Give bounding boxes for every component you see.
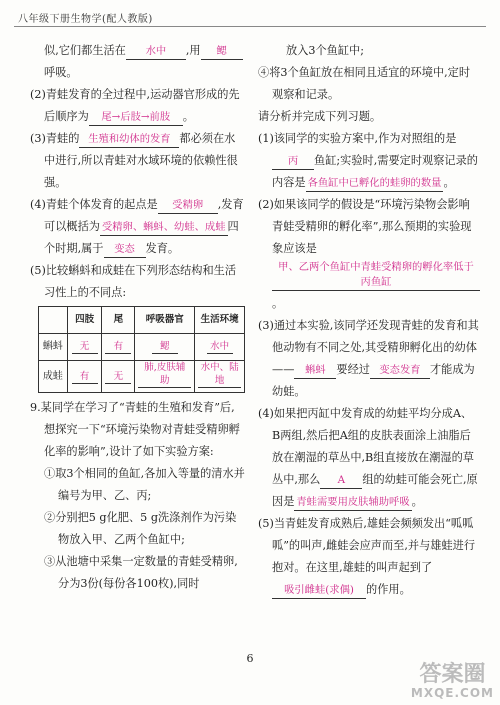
answer-blank: 鳃 bbox=[201, 44, 243, 60]
watermark-logo: 答案圈 MXQE.COM bbox=[410, 662, 494, 700]
page-number: 6 bbox=[246, 652, 254, 665]
table-header: 呼吸器官 bbox=[135, 307, 195, 334]
answer-blank: 丙 bbox=[272, 154, 314, 170]
answer-blank: 水中 bbox=[126, 44, 186, 60]
answer-blank: 无 bbox=[72, 340, 98, 354]
answer-blank: 受精卵、蝌蚪、幼蛙、成蛙 bbox=[100, 220, 228, 236]
row-label: 蝌蚪 bbox=[39, 334, 68, 361]
answer-blank: 变态 bbox=[104, 242, 146, 258]
step-4: ④将3个鱼缸放在相同且适宜的环境中,定时观察和记录。 bbox=[258, 66, 471, 101]
instruction: 请分析并完成下列习题。 bbox=[258, 110, 382, 123]
answer-blank: 各鱼缸中已孵化的蛙卵的数量 bbox=[306, 176, 444, 192]
step-3: ③从池塘中采集一定数量的青蛙受精卵,分为3份(每份各100枚),同时 bbox=[44, 555, 238, 590]
comparison-table bbox=[38, 306, 245, 393]
answer-blank: 变态发育 bbox=[370, 363, 430, 379]
table-header: 四肢 bbox=[67, 307, 102, 334]
answer-blank: 水中 bbox=[207, 340, 233, 354]
step-2: ②分别把5 g化肥、5 g洗涤剂作为污染物放入甲、乙两个鱼缸中; bbox=[44, 511, 237, 546]
table-header: 生活环境 bbox=[195, 307, 245, 334]
answer-blank: 吸引雌蛙(求偶) bbox=[272, 583, 366, 599]
answer-4: (4)如果把丙缸中发育成的幼蛙平均分成A、B两组,然后把A组的皮肤表面涂上油脂后放在潮湿的草丛中,B组直接放在潮湿的草丛中,那么 A 组的幼蛙可能会死亡,原因是 青蛙需要用皮肤辅助呼吸 。 bbox=[258, 403, 480, 513]
answer-blank: 青蛙需要用皮肤辅助呼吸 bbox=[294, 495, 411, 511]
answer-3: (3)通过本实验,该同学还发现青蛙的发育和其他动物有不同之处,其受精卵孵化出的幼体—— 蝌蚪 要经过 变态发育 才能成为幼蛙。 bbox=[258, 319, 479, 398]
step-1: ①取3个相同的鱼缸,各加入等量的清水并编号为甲、乙、丙; bbox=[44, 467, 245, 502]
answer-blank: 鳃 bbox=[152, 340, 178, 354]
row-label: 成蛙 bbox=[39, 361, 68, 393]
header-divider bbox=[14, 26, 486, 27]
question-3: (3)青蛙的 生殖和幼体的发育 都必须在水中进行,所以青蛙对水域环境的依赖性很强。 bbox=[30, 132, 238, 189]
answer-blank: 肺,皮肤辅助 bbox=[138, 361, 191, 388]
step-3-continued: 放入3个鱼缸中; bbox=[286, 44, 365, 57]
answer-blank: 受精卵 bbox=[158, 198, 218, 214]
answer-blank: 水中、陆地 bbox=[198, 361, 241, 388]
answer-1: (1)该同学的实验方案中,作为对照组的是丙 鱼缸;实验时,需要定时观察记录的内容是 各鱼缸中已孵化的蛙卵的数量 。 bbox=[258, 128, 480, 194]
question-5: (5)比较蝌蚪和成蛙在下列形态结构和生活习性上的不同点: bbox=[30, 264, 237, 299]
answer-5: (5)当青蛙发育成熟后,雄蛙会频频发出“呱呱呱”的叫声,雌蛙会应声而至,并与雄蛙进行抱对。在这里,雄蛙的叫声起到了吸引雌蛙(求偶) 的作用。 bbox=[258, 513, 480, 601]
question-9-intro: 9.某同学在学习了“青蛙的生殖和发育”后,想探究一下“环境污染物对青蛙受精卵孵化率的影响”,设计了如下实验方案: bbox=[30, 401, 240, 458]
answer-blank: A bbox=[320, 473, 362, 489]
question-4: (4)青蛙个体发育的起点是 受精卵 ,发育可以概括为 受精卵、蝌蚪、幼蛙、成蛙 四个时期,属于 变态 发育。 bbox=[30, 194, 245, 260]
table-header-row bbox=[39, 307, 245, 334]
page-header: 八年级下册生物学(配人教版) bbox=[18, 14, 153, 25]
left-column bbox=[30, 40, 245, 595]
answer-blank: 有 bbox=[105, 340, 131, 354]
answer-2: (2)如果该同学的假设是“环境污染物会影响青蛙受精卵的孵化率”,那么预期的实验现象应该是甲、乙两个鱼缸中青蛙受精卵的孵化率低于丙鱼缸。 bbox=[258, 194, 480, 315]
answer-blank: 生殖和幼体的发育 bbox=[79, 132, 179, 148]
table-row bbox=[39, 334, 245, 361]
table-row bbox=[39, 361, 245, 393]
answer-blank: 有 bbox=[72, 370, 98, 384]
paragraph-habitat: 似,它们都生活在 水中 ,用 鳃 呼吸。 bbox=[30, 40, 245, 84]
right-column bbox=[258, 40, 480, 601]
table-header bbox=[39, 307, 68, 334]
answer-blank: 蝌蚪 bbox=[294, 363, 336, 379]
question-2: (2)青蛙发育的全过程中,运动器官形成的先后顺序为 尾→后肢→前肢 。 bbox=[30, 84, 245, 128]
answer-blank: 无 bbox=[105, 370, 131, 384]
answer-blank: 甲、乙两个鱼缸中青蛙受精卵的孵化率低于丙鱼缸 bbox=[272, 260, 480, 291]
table-header: 尾 bbox=[102, 307, 135, 334]
answer-blank: 尾→后肢→前肢 bbox=[89, 110, 183, 126]
